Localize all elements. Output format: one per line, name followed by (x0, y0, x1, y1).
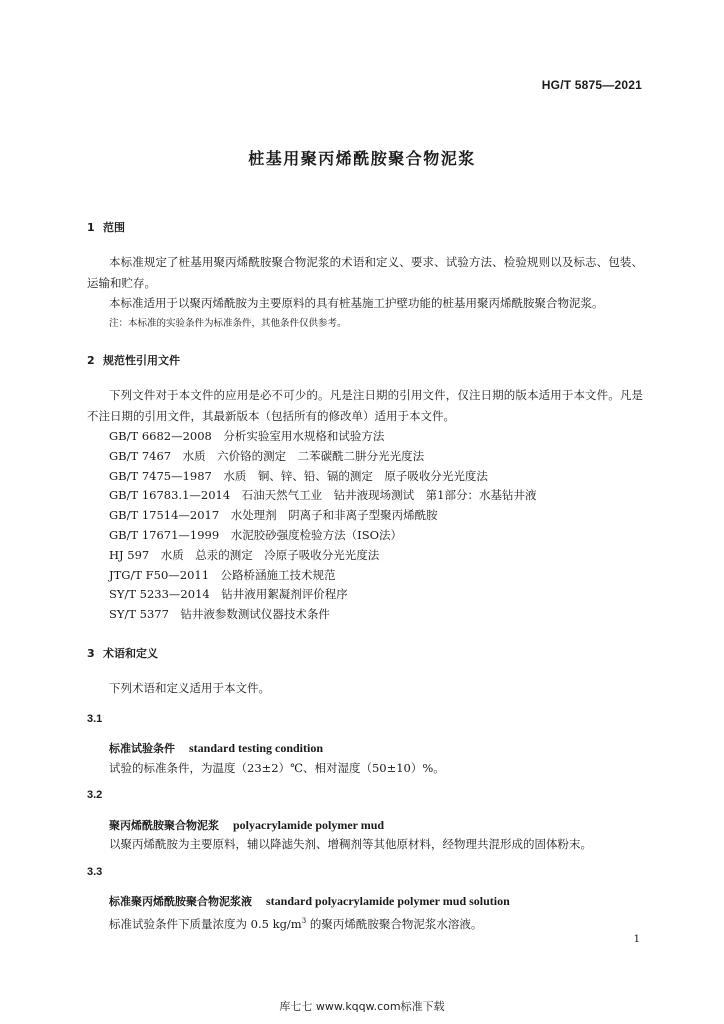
term-heading (109, 893, 510, 909)
term-number: 3.2 (87, 789, 103, 801)
reference-item: JTG/T F50—2011 公路桥涵施工技术规范 (109, 567, 336, 582)
section-1-note: 注：本标准的实验条件为标准条件，其他条件仅供参考。 (109, 318, 347, 329)
reference-item: HJ 597 水质 总汞的测定 冷原子吸收分光光度法 (109, 547, 380, 562)
reference-item: GB/T 6682—2008 分析实验室用水规格和试验方法 (109, 429, 385, 443)
term-heading (109, 740, 323, 756)
term-zh: 标准试验条件 (109, 742, 175, 755)
term-number: 3.1 (87, 713, 103, 725)
term-en: standard polyacrylamide polymer mud solution (266, 894, 510, 908)
term-zh: 聚丙烯酰胺聚合物泥浆 (109, 819, 219, 832)
term-en: standard testing condition (189, 741, 324, 755)
section-1-paragraph-1: 本标准规定了桩基用聚丙烯酰胺聚合物泥浆的术语和定义、要求、试验方法、检验规则以及标志、包装、运输和贮存。 (87, 255, 643, 290)
section-1-paragraph-2: 本标准适用于以聚丙烯酰胺为主要原料的具有桩基施工护壁功能的桩基用聚丙烯酰胺聚合物泥浆。 (109, 296, 604, 310)
footer-watermark: 库七七 www.kqqw.com标准下载 (279, 1000, 445, 1013)
section-number: 2 (87, 354, 95, 367)
section-title: 术语和定义 (103, 647, 158, 660)
section-title: 范围 (103, 221, 125, 234)
normative-references-list (109, 429, 536, 627)
reference-item: SY/T 5377 钻井液参数测试仪器技术条件 (109, 607, 330, 622)
section-title: 规范性引用文件 (103, 354, 180, 367)
reference-item: GB/T 17671—1999 水泥胶砂强度检验方法（ISO法） (109, 527, 403, 542)
term-number: 3.3 (87, 866, 103, 878)
superscript: 3 (301, 917, 307, 925)
term-definition: 试验的标准条件，为温度（23±2）℃、相对湿度（50±10）%。 (109, 761, 445, 775)
reference-item: GB/T 17514—2017 水处理剂 阴离子和非离子型聚丙烯酰胺 (109, 508, 438, 523)
term-definition: 以聚丙烯酰胺为主要原料，辅以降滤失剂、增稠剂等其他原材料，经物理共混形成的固体粉末。 (109, 837, 592, 851)
term-zh: 标准聚丙烯酰胺聚合物泥浆液 (109, 895, 252, 908)
document-title: 桩基用聚丙烯酰胺聚合物泥浆 (248, 149, 476, 168)
page-number: 1 (633, 934, 640, 945)
term-heading (109, 817, 384, 833)
definition-text: 标准试验条件下质量浓度为 0.5 kg/m (109, 916, 302, 931)
section-3-intro: 下列术语和定义适用于本文件。 (109, 681, 270, 695)
section-number: 3 (87, 647, 95, 660)
section-number: 1 (87, 221, 95, 234)
definition-text: 的聚丙烯酰胺聚合物泥浆水溶液。 (306, 916, 483, 931)
section-1-heading (87, 219, 125, 235)
section-2-heading (87, 352, 180, 368)
reference-item: GB/T 16783.1—2014 石油天然气工业 钻井液现场测试 第1部分：水基钻井液 (109, 488, 537, 503)
reference-item: GB/T 7467 水质 六价铬的测定 二苯碳酰二肼分光光度法 (109, 448, 425, 463)
section-2-intro: 下列文件对于本文件的应用是必不可少的。凡是注日期的引用文件，仅注日期的版本适用于本文件。凡是不注日期的引用文件，其最新版本（包括所有的修改单）适用于本文件。 (87, 388, 643, 423)
term-definition (109, 914, 482, 931)
term-en: polyacrylamide polymer mud (233, 818, 385, 832)
section-3-heading (87, 645, 158, 661)
reference-item: GB/T 7475—1987 水质 铜、锌、铅、镉的测定 原子吸收分光光度法 (109, 468, 488, 483)
standard-code: HG/T 5875—2021 (541, 78, 642, 92)
reference-item: SY/T 5233—2014 钻井液用絮凝剂评价程序 (109, 587, 348, 602)
